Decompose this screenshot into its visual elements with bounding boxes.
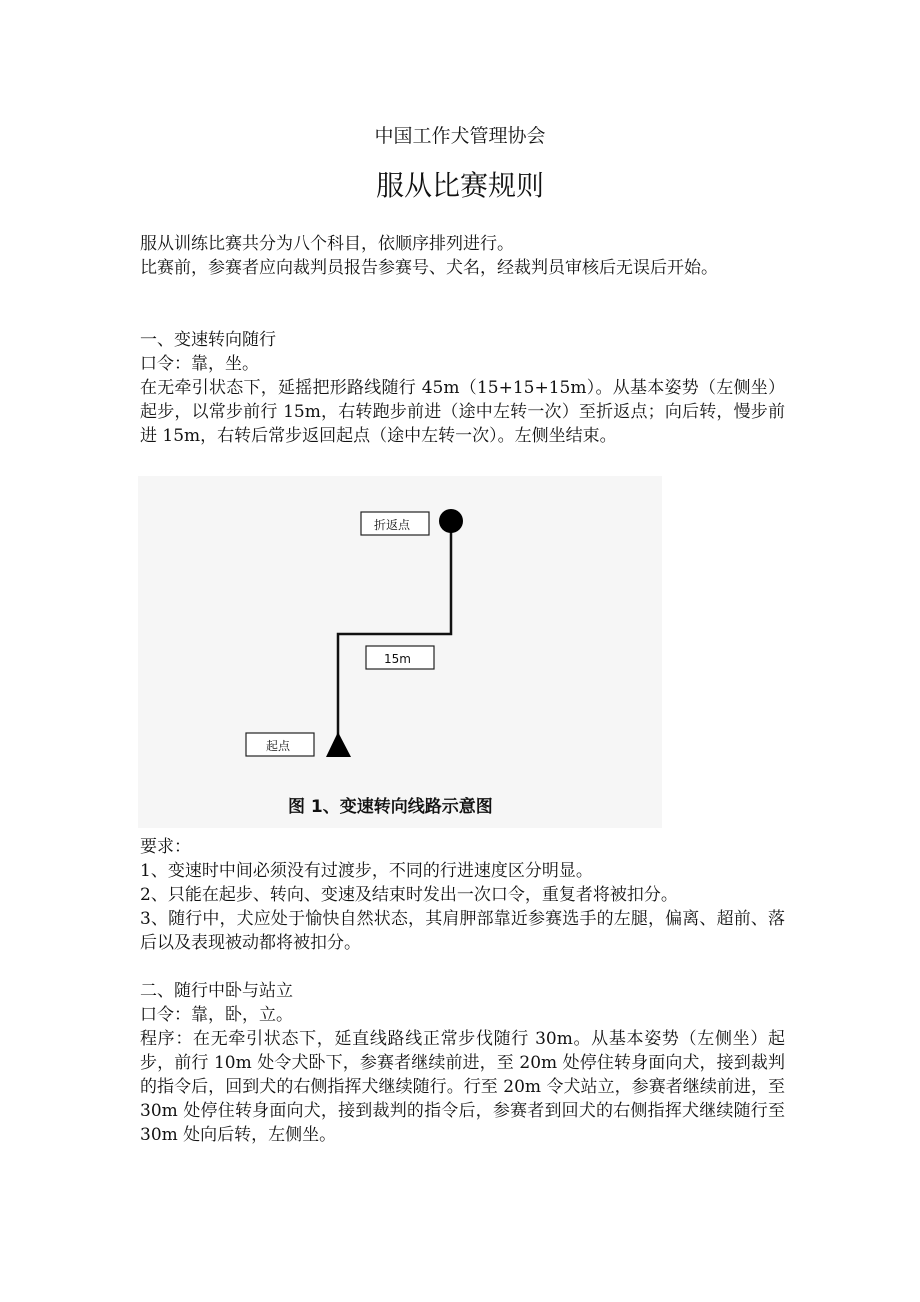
- distance-label: 15m: [384, 652, 411, 666]
- figure-caption: 图 1、变速转向线路示意图: [288, 797, 493, 817]
- intro-section: [140, 232, 785, 280]
- section-heading: 一、变速转向随行: [140, 330, 276, 350]
- section-2: [140, 979, 785, 1147]
- turn-point-marker: [439, 509, 463, 533]
- route-path: [338, 520, 451, 741]
- document-title: 服从比赛规则: [375, 169, 544, 202]
- requirement-item: 1、变速时中间必须没有过渡步，不同的行进速度区分明显。: [140, 861, 593, 881]
- requirements-section: [140, 835, 785, 955]
- start-point-marker: [326, 732, 351, 757]
- organization-name: 中国工作犬管理协会: [374, 125, 546, 147]
- requirements-title: 要求：: [140, 837, 191, 857]
- procedure-text: 程序：在无牵引状态下，延直线路线正常步伐随行 30m。从基本姿势（左侧坐）起步，前行 10m 处令犬卧下，参赛者继续前进，至 20m 处停住转身面向犬，接到裁判的指令后，回到犬的右侧指挥犬继续随行。行至 20m 令犬站立，参赛者继续前进，至 30m 处停住转身面向犬，接到裁判的指令后，参赛者到回犬的右侧指挥犬继续随行至 30m 处向后转，左侧坐。: [140, 1029, 785, 1145]
- requirement-item: 3、随行中，犬应处于愉快自然状态，其肩胛部靠近参赛选手的左腿，偏离、超前、落后以及表现被动都将被扣分。: [140, 909, 785, 953]
- intro-line: 服从训练比赛共分为八个科目，依顺序排列进行。: [140, 234, 514, 254]
- requirement-item: 2、只能在起步、转向、变速及结束时发出一次口令，重复者将被扣分。: [140, 885, 678, 905]
- turn-label: 折返点: [374, 518, 411, 532]
- intro-line: 比赛前，参赛者应向裁判员报告参赛号、犬名，经裁判员审核后无误后开始。: [140, 258, 718, 278]
- section-heading: 二、随行中卧与站立: [140, 981, 293, 1001]
- command-line: 口令：靠，卧，立。: [140, 1005, 293, 1025]
- procedure-text: 在无牵引状态下，延摇把形路线随行 45m（15+15+15m）。从基本姿势（左侧坐）起步，以常步前行 15m，右转跑步前进（途中左转一次）至折返点；向后转，慢步前进 15m，右转后常步返回起点（途中左转一次）。左侧坐结束。: [140, 378, 785, 446]
- section-1: [140, 328, 785, 448]
- route-diagram-figure: [138, 476, 662, 828]
- start-label: 起点: [266, 739, 291, 753]
- command-line: 口令：靠，坐。: [140, 354, 259, 374]
- route-diagram: [138, 476, 662, 828]
